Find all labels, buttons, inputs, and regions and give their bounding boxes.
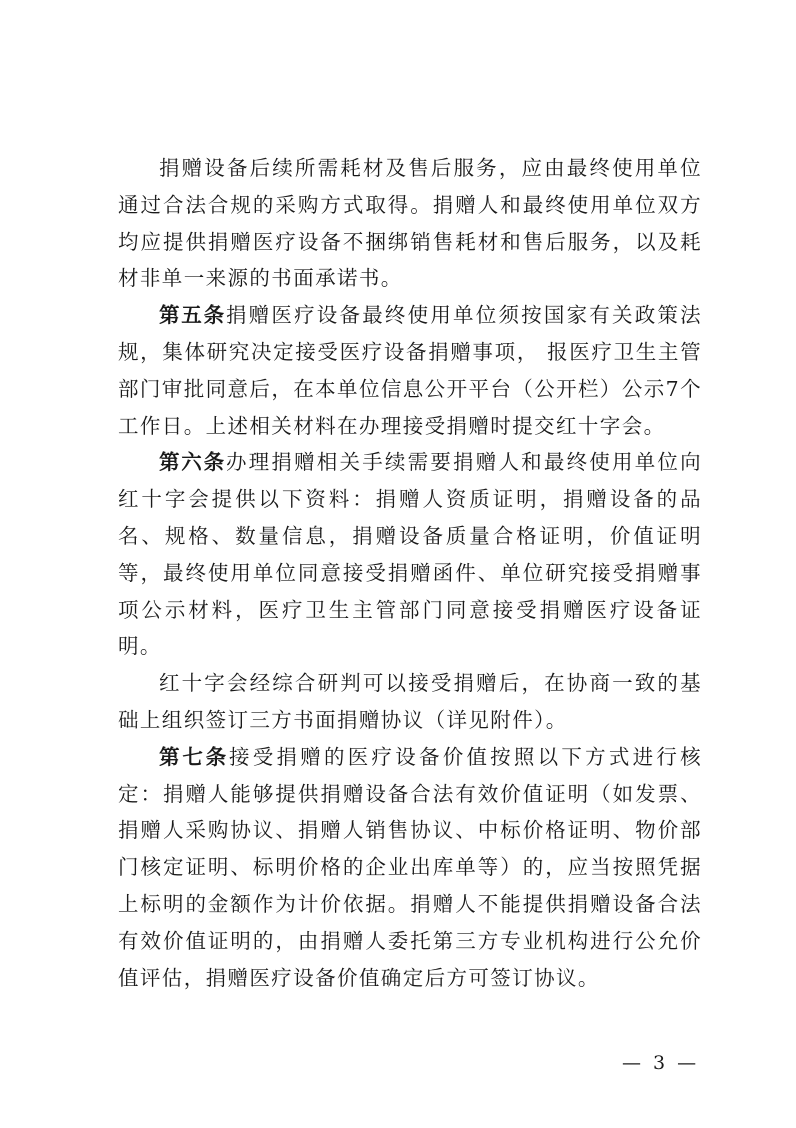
paragraph-article-7 xyxy=(118,739,702,997)
paragraph-consumables-service xyxy=(118,150,702,297)
paragraph-text: 捐赠医疗设备最终使用单位须按国家有关政策法规，集体研究决定接受医疗设备捐赠事项， 报医疗卫生主管部门审批同意后，在本单位信息公开平台（公开栏）公示7个工作日。上述相关材料在办理接受捐赠时提交红十字会。 xyxy=(118,303,703,438)
document-body xyxy=(118,150,702,996)
paragraph-text: 接受捐赠的医疗设备价值按照以下方式进行核定：捐赠人能够提供捐赠设备合法有效价值证明（如发票、捐赠人采购协议、捐赠人销售协议、中标价格证明、物价部门核定证明、标明价格的企业出库单等）的，应当按照凭据上标明的金额作为计价依据。捐赠人不能提供捐赠设备合法有效价值证明的，由捐赠人委托第三方专业机构进行公允价值评估，捐赠医疗设备价值确定后方可签订协议。 xyxy=(118,744,703,990)
article-heading: 第六条 xyxy=(159,450,226,475)
article-heading: 第五条 xyxy=(159,303,226,328)
paragraph-text: 办理捐赠相关手续需要捐赠人和最终使用单位向红十字会提供以下资料：捐赠人资质证明，捐赠设备的品名、规格、数量信息，捐赠设备质量合格证明，价值证明等，最终使用单位同意接受捐赠函件、单位研究接受捐赠事项公示材料，医疗卫生主管部门同意接受捐赠医疗设备证明。 xyxy=(118,450,703,659)
article-heading: 第七条 xyxy=(159,744,230,769)
paragraph-red-cross-agreement xyxy=(118,665,702,739)
paragraph-article-6 xyxy=(118,444,702,665)
paragraph-text: 捐赠设备后续所需耗材及售后服务，应由最终使用单位通过合法合规的采购方式取得。捐赠人和最终使用单位双方均应提供捐赠医疗设备不捆绑销售耗材和售后服务，以及耗材非单一来源的书面承诺书。 xyxy=(118,156,702,291)
paragraph-article-5 xyxy=(118,297,702,444)
paragraph-text: 红十字会经综合研判可以接受捐赠后，在协商一致的基础上组织签订三方书面捐赠协议（详见附件）。 xyxy=(118,671,702,732)
page-number: — 3 — xyxy=(622,1052,700,1074)
